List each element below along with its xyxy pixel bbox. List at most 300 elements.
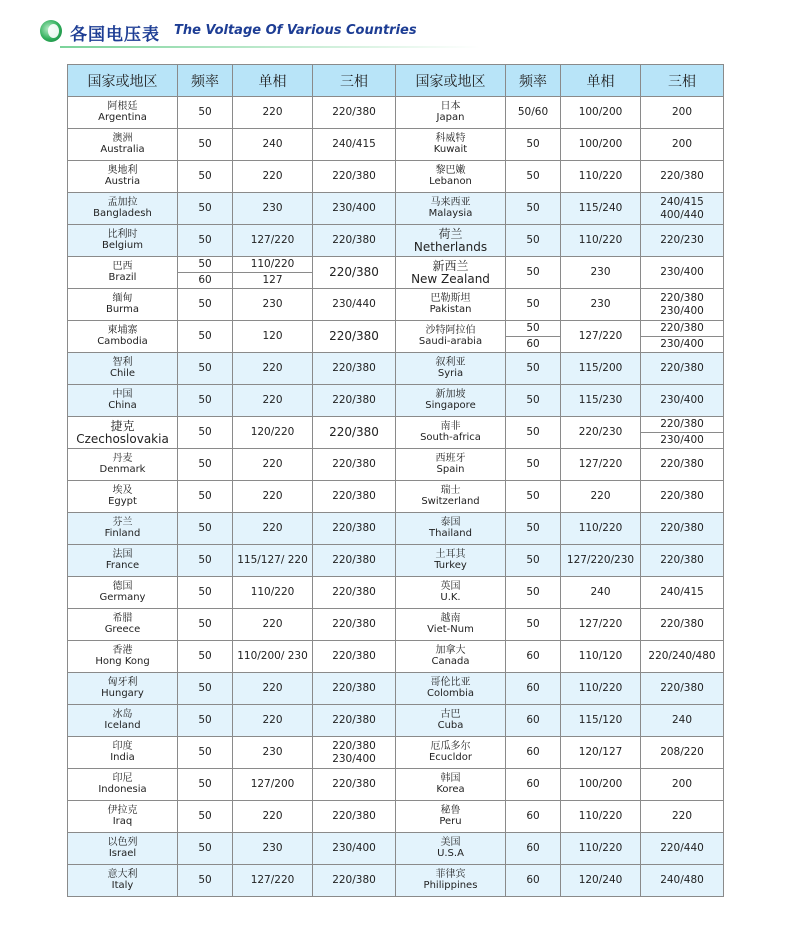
frequency-cell: 50	[178, 385, 233, 417]
table-row	[68, 481, 724, 513]
frequency-cell: 50	[178, 737, 233, 769]
single-phase-cell: 100/200	[561, 769, 641, 801]
table-row	[68, 769, 724, 801]
header-three-phase-2: 三相	[641, 65, 724, 97]
three-phase-cell: 220/380	[313, 577, 396, 609]
frequency-cell: 50	[178, 289, 233, 321]
three-phase-cell: 200	[641, 769, 724, 801]
country-cell	[396, 321, 506, 353]
single-phase-cell: 230	[561, 289, 641, 321]
single-phase-cell: 230	[233, 833, 313, 865]
frequency-cell: 60	[506, 833, 561, 865]
frequency-cell: 50	[506, 225, 561, 257]
single-phase-cell: 220	[233, 385, 313, 417]
three-phase-cell: 240/480	[641, 865, 724, 897]
single-phase-cell: 120/240	[561, 865, 641, 897]
single-phase-cell: 110/220	[561, 513, 641, 545]
country-name-cn: 日本	[440, 101, 461, 112]
country-name-cn: 新西兰	[432, 258, 469, 273]
frequency-cell: 50	[178, 801, 233, 833]
country-cell	[396, 417, 506, 449]
table-row	[68, 673, 724, 705]
table-row	[68, 801, 724, 833]
frequency-cell: 50	[178, 513, 233, 545]
country-name-en: Colombia	[427, 687, 474, 699]
country-name-cn: 伊拉克	[107, 805, 138, 816]
three-phase-cell: 220/380	[313, 161, 396, 193]
country-cell	[396, 833, 506, 865]
country-name-en: Pakistan	[429, 303, 472, 315]
three-phase-cell: 220/380	[313, 353, 396, 385]
table-row	[68, 321, 724, 337]
frequency-cell: 50	[506, 609, 561, 641]
single-phase-cell: 127/220	[233, 865, 313, 897]
frequency-cell: 50	[178, 705, 233, 737]
frequency-cell: 50	[178, 769, 233, 801]
header-single-phase: 单相	[233, 65, 313, 97]
single-phase-cell: 220	[233, 161, 313, 193]
country-name-cn: 叙利亚	[435, 357, 466, 368]
country-cell	[68, 289, 178, 321]
single-phase-cell: 110/220	[561, 225, 641, 257]
three-phase-cell: 220/380	[313, 705, 396, 737]
country-name-en: Germany	[99, 591, 146, 603]
country-cell	[68, 801, 178, 833]
country-name-cn: 比利时	[107, 229, 138, 240]
three-phase-cell: 220/230	[641, 225, 724, 257]
country-cell	[396, 161, 506, 193]
frequency-cell: 50	[178, 161, 233, 193]
frequency-cell: 50	[178, 481, 233, 513]
three-phase-cell: 220/380	[313, 257, 396, 289]
country-name-cn: 法国	[112, 549, 133, 560]
country-cell	[396, 865, 506, 897]
country-name-en: Czechoslovakia	[76, 431, 169, 446]
table-row	[68, 737, 724, 769]
country-cell	[68, 417, 178, 449]
country-name-en: Cuba	[437, 719, 464, 731]
frequency-cell: 50	[178, 225, 233, 257]
country-cell	[396, 193, 506, 225]
country-name-cn: 中国	[112, 389, 133, 400]
single-phase-cell: 100/200	[561, 129, 641, 161]
frequency-cell: 50	[506, 353, 561, 385]
country-name-cn: 荷兰	[438, 226, 463, 241]
table-body	[68, 97, 724, 897]
three-phase-cell: 220/380	[313, 865, 396, 897]
frequency-cell: 50	[178, 449, 233, 481]
frequency-cell: 60	[506, 641, 561, 673]
single-phase-cell: 120/220	[233, 417, 313, 449]
country-cell	[68, 481, 178, 513]
frequency-cell: 50	[506, 129, 561, 161]
country-name-cn: 沙特阿拉伯	[425, 325, 476, 336]
country-name-en: New Zealand	[411, 271, 490, 286]
country-name-en: India	[110, 751, 135, 763]
country-name-cn: 丹麦	[112, 453, 133, 464]
single-phase-cell: 120	[233, 321, 313, 353]
country-cell	[68, 609, 178, 641]
frequency-cell: 50	[178, 129, 233, 161]
country-name-cn: 希腊	[112, 613, 133, 624]
country-cell	[396, 737, 506, 769]
single-phase-cell: 220	[233, 801, 313, 833]
country-name-cn: 埃及	[112, 485, 133, 496]
country-cell	[68, 193, 178, 225]
country-cell	[68, 865, 178, 897]
frequency-cell: 50	[178, 353, 233, 385]
three-phase-cell: 220	[641, 801, 724, 833]
country-cell	[68, 673, 178, 705]
country-name-cn: 芬兰	[112, 517, 133, 528]
country-cell	[396, 353, 506, 385]
page-title-en: The Voltage Of Various Countries	[174, 23, 417, 38]
frequency-cell: 50	[178, 577, 233, 609]
country-name-cn: 秘鲁	[440, 805, 461, 816]
country-name-en: Singapore	[425, 399, 476, 411]
frequency-cell: 50	[506, 577, 561, 609]
frequency-cell: 50	[178, 193, 233, 225]
country-name-en: Bangladesh	[93, 207, 152, 219]
country-cell	[396, 449, 506, 481]
country-name-en: Brazil	[108, 271, 137, 283]
three-phase-cell: 240	[641, 705, 724, 737]
three-phase-cell: 230/400	[641, 385, 724, 417]
header-frequency: 频率	[178, 65, 233, 97]
three-phase-cell: 200	[641, 129, 724, 161]
single-phase-cell: 220	[233, 705, 313, 737]
frequency-cell: 50	[506, 545, 561, 577]
country-name-cn: 柬埔寨	[107, 325, 138, 336]
country-cell	[68, 225, 178, 257]
country-name-cn: 孟加拉	[107, 197, 138, 208]
frequency-cell: 50	[506, 449, 561, 481]
country-name-en: Philippines	[423, 879, 478, 891]
country-name-cn: 捷克	[110, 418, 135, 433]
country-name-cn: 奥地利	[107, 165, 138, 176]
country-name-en: Viet-Num	[427, 623, 474, 635]
table-row	[68, 385, 724, 417]
three-phase-cell: 220/380	[313, 769, 396, 801]
three-phase-cell: 220/380	[313, 385, 396, 417]
three-phase-cell: 220/380	[313, 481, 396, 513]
country-name-en: Greece	[104, 623, 141, 635]
single-phase-cell: 110/120	[561, 641, 641, 673]
frequency-cell: 50	[506, 385, 561, 417]
country-cell	[68, 577, 178, 609]
country-name-en: Chile	[109, 367, 136, 379]
country-name-en: South-africa	[420, 431, 481, 443]
country-name-en: Syria	[437, 367, 464, 379]
country-name-cn: 巴西	[112, 261, 133, 272]
single-phase-cell: 115/240	[561, 193, 641, 225]
country-name-en: Lebanon	[429, 175, 472, 187]
country-name-cn: 加拿大	[435, 645, 466, 656]
frequency-cell: 50	[178, 609, 233, 641]
country-cell	[396, 513, 506, 545]
country-name-en: Spain	[436, 463, 465, 475]
single-phase-cell: 230	[233, 193, 313, 225]
single-phase-cell: 127	[233, 273, 313, 289]
three-phase-cell: 220/380	[641, 513, 724, 545]
country-name-en: Malaysia	[428, 207, 473, 219]
country-name-cn: 冰岛	[112, 709, 133, 720]
country-name-en: France	[105, 559, 140, 571]
frequency-cell: 60	[506, 337, 561, 353]
three-phase-cell: 240/415 400/440	[641, 193, 724, 225]
single-phase-cell: 127/220	[561, 449, 641, 481]
country-name-cn: 巴勒斯坦	[430, 293, 471, 304]
three-phase-cell: 230/400	[313, 193, 396, 225]
table-row	[68, 97, 724, 129]
country-name-cn: 土耳其	[435, 549, 466, 560]
single-phase-cell: 127/200	[233, 769, 313, 801]
single-phase-cell: 230	[233, 737, 313, 769]
country-name-cn: 香港	[112, 645, 133, 656]
country-name-en: Indonesia	[98, 783, 147, 795]
header-frequency-2: 频率	[506, 65, 561, 97]
single-phase-cell: 220	[233, 353, 313, 385]
country-name-cn: 韩国	[440, 773, 461, 784]
single-phase-cell: 120/127	[561, 737, 641, 769]
country-name-cn: 科威特	[435, 133, 466, 144]
table-row	[68, 609, 724, 641]
country-name-en: Belgium	[102, 239, 143, 251]
country-name-cn: 澳洲	[112, 133, 133, 144]
country-name-en: Netherlands	[413, 239, 488, 254]
frequency-cell: 50	[178, 545, 233, 577]
table-row	[68, 289, 724, 321]
single-phase-cell: 110/220	[561, 801, 641, 833]
country-cell	[68, 545, 178, 577]
country-cell	[68, 769, 178, 801]
country-cell	[396, 641, 506, 673]
frequency-cell: 50	[506, 481, 561, 513]
frequency-cell: 50	[178, 321, 233, 353]
country-name-en: Peru	[439, 815, 462, 827]
header-country-2: 国家或地区	[396, 65, 506, 97]
country-name-cn: 古巴	[440, 709, 461, 720]
country-cell	[68, 161, 178, 193]
single-phase-cell: 220	[233, 609, 313, 641]
single-phase-cell: 127/220	[233, 225, 313, 257]
single-phase-cell: 115/200	[561, 353, 641, 385]
three-phase-cell: 220/380	[313, 417, 396, 449]
page-header	[40, 16, 660, 48]
country-name-cn: 黎巴嫩	[435, 165, 466, 176]
three-phase-cell: 220/380	[641, 673, 724, 705]
frequency-cell: 60	[506, 673, 561, 705]
page-title-cn: 各国电压表	[70, 25, 160, 45]
country-name-en: Turkey	[434, 559, 467, 571]
country-name-en: Korea	[436, 783, 465, 795]
country-cell	[396, 129, 506, 161]
frequency-cell: 50	[178, 257, 233, 273]
single-phase-cell: 115/120	[561, 705, 641, 737]
three-phase-cell: 208/220	[641, 737, 724, 769]
country-name-en: Iceland	[104, 719, 141, 731]
country-cell	[396, 481, 506, 513]
table-row	[68, 193, 724, 225]
table-row	[68, 449, 724, 481]
table-row	[68, 353, 724, 385]
country-name-cn: 德国	[112, 581, 133, 592]
country-cell	[396, 289, 506, 321]
country-name-en: China	[108, 399, 137, 411]
country-name-en: Israel	[108, 847, 137, 859]
country-name-en: Burma	[105, 303, 139, 315]
three-phase-cell: 220/380 230/400	[313, 737, 396, 769]
three-phase-cell: 240/415	[313, 129, 396, 161]
table-row	[68, 225, 724, 257]
country-name-cn: 缅甸	[112, 293, 133, 304]
country-name-cn: 越南	[440, 613, 461, 624]
country-name-en: Finland	[104, 527, 141, 539]
country-name-en: Australia	[100, 143, 145, 155]
single-phase-cell: 110/220	[561, 673, 641, 705]
table-header-row	[68, 65, 724, 97]
three-phase-cell: 220/380	[313, 545, 396, 577]
table-row	[68, 705, 724, 737]
frequency-cell: 50	[506, 289, 561, 321]
country-name-cn: 新加坡	[435, 389, 466, 400]
globe-logo-icon	[40, 20, 62, 42]
country-cell	[68, 257, 178, 289]
three-phase-cell: 220/380	[641, 481, 724, 513]
country-name-en: Saudi-arabia	[418, 335, 483, 347]
table-row	[68, 577, 724, 609]
country-cell	[68, 737, 178, 769]
frequency-cell: 50	[506, 321, 561, 337]
country-cell	[68, 129, 178, 161]
country-name-en: Austria	[104, 175, 141, 187]
three-phase-cell: 220/380	[313, 801, 396, 833]
country-name-cn: 以色列	[107, 837, 138, 848]
table-row	[68, 129, 724, 161]
single-phase-cell: 220	[233, 449, 313, 481]
country-cell	[396, 385, 506, 417]
country-cell	[396, 673, 506, 705]
single-phase-cell: 220	[233, 481, 313, 513]
country-name-en: Denmark	[99, 463, 146, 475]
country-cell	[68, 641, 178, 673]
country-name-en: Argentina	[98, 111, 147, 123]
single-phase-cell: 110/220	[233, 257, 313, 273]
country-cell	[396, 801, 506, 833]
three-phase-cell: 220/380	[313, 609, 396, 641]
title-underline	[60, 46, 480, 48]
three-phase-cell: 220/380	[641, 321, 724, 337]
table-row	[68, 833, 724, 865]
country-cell	[68, 513, 178, 545]
country-name-cn: 美国	[440, 837, 461, 848]
single-phase-cell: 127/220	[561, 609, 641, 641]
frequency-cell: 50	[178, 673, 233, 705]
frequency-cell: 50	[178, 97, 233, 129]
single-phase-cell: 115/127/ 220	[233, 545, 313, 577]
table-row	[68, 417, 724, 433]
country-cell	[396, 769, 506, 801]
country-name-cn: 意大利	[107, 869, 138, 880]
single-phase-cell: 220	[561, 481, 641, 513]
frequency-cell: 50	[178, 865, 233, 897]
table-row	[68, 545, 724, 577]
single-phase-cell: 127/220/230	[561, 545, 641, 577]
country-name-en: Japan	[436, 111, 465, 123]
frequency-cell: 60	[506, 801, 561, 833]
country-name-en: Hungary	[101, 687, 144, 699]
three-phase-cell: 220/380 230/400	[641, 289, 724, 321]
table-row	[68, 641, 724, 673]
country-name-cn: 西班牙	[435, 453, 466, 464]
country-name-cn: 印尼	[112, 773, 133, 784]
three-phase-cell: 220/380	[313, 449, 396, 481]
three-phase-cell: 220/380	[313, 673, 396, 705]
single-phase-cell: 110/220	[561, 161, 641, 193]
three-phase-cell: 220/380	[313, 513, 396, 545]
frequency-cell: 50	[178, 417, 233, 449]
single-phase-cell: 110/220	[233, 577, 313, 609]
frequency-cell: 50	[506, 417, 561, 449]
country-name-en: Cambodia	[97, 335, 148, 347]
country-name-cn: 英国	[440, 581, 461, 592]
country-cell	[68, 385, 178, 417]
country-cell	[68, 833, 178, 865]
country-name-en: Thailand	[429, 527, 472, 539]
country-name-cn: 哥伦比亚	[430, 677, 471, 688]
frequency-cell: 50/60	[506, 97, 561, 129]
country-name-cn: 瑞士	[440, 485, 461, 496]
table-row	[68, 513, 724, 545]
three-phase-cell: 220/380	[641, 161, 724, 193]
country-name-en: U.K.	[440, 591, 461, 603]
single-phase-cell: 110/220	[561, 833, 641, 865]
country-name-en: Switzerland	[421, 495, 480, 507]
country-name-cn: 泰国	[440, 517, 461, 528]
single-phase-cell: 127/220	[561, 321, 641, 353]
country-name-en: Ecucldor	[428, 751, 472, 763]
three-phase-cell: 220/240/480	[641, 641, 724, 673]
country-name-en: Kuwait	[433, 143, 468, 155]
three-phase-cell: 220/440	[641, 833, 724, 865]
three-phase-cell: 240/415	[641, 577, 724, 609]
single-phase-cell: 110/200/ 230	[233, 641, 313, 673]
single-phase-cell: 240	[233, 129, 313, 161]
frequency-cell: 50	[506, 513, 561, 545]
country-cell	[68, 321, 178, 353]
country-name-cn: 阿根廷	[107, 101, 138, 112]
three-phase-cell: 230/400	[641, 337, 724, 353]
country-cell	[396, 97, 506, 129]
country-name-en: Italy	[111, 879, 134, 891]
frequency-cell: 60	[506, 737, 561, 769]
country-cell	[396, 545, 506, 577]
three-phase-cell: 220/380	[641, 417, 724, 433]
frequency-cell: 60	[506, 769, 561, 801]
single-phase-cell: 220	[233, 97, 313, 129]
country-cell	[68, 449, 178, 481]
frequency-cell: 60	[506, 865, 561, 897]
frequency-cell: 60	[178, 273, 233, 289]
three-phase-cell: 220/380	[313, 225, 396, 257]
country-cell	[68, 353, 178, 385]
country-name-cn: 厄瓜多尔	[430, 741, 471, 752]
country-cell	[396, 577, 506, 609]
three-phase-cell: 220/380	[313, 641, 396, 673]
header-country: 国家或地区	[68, 65, 178, 97]
country-cell	[396, 225, 506, 257]
three-phase-cell: 220/380	[641, 449, 724, 481]
